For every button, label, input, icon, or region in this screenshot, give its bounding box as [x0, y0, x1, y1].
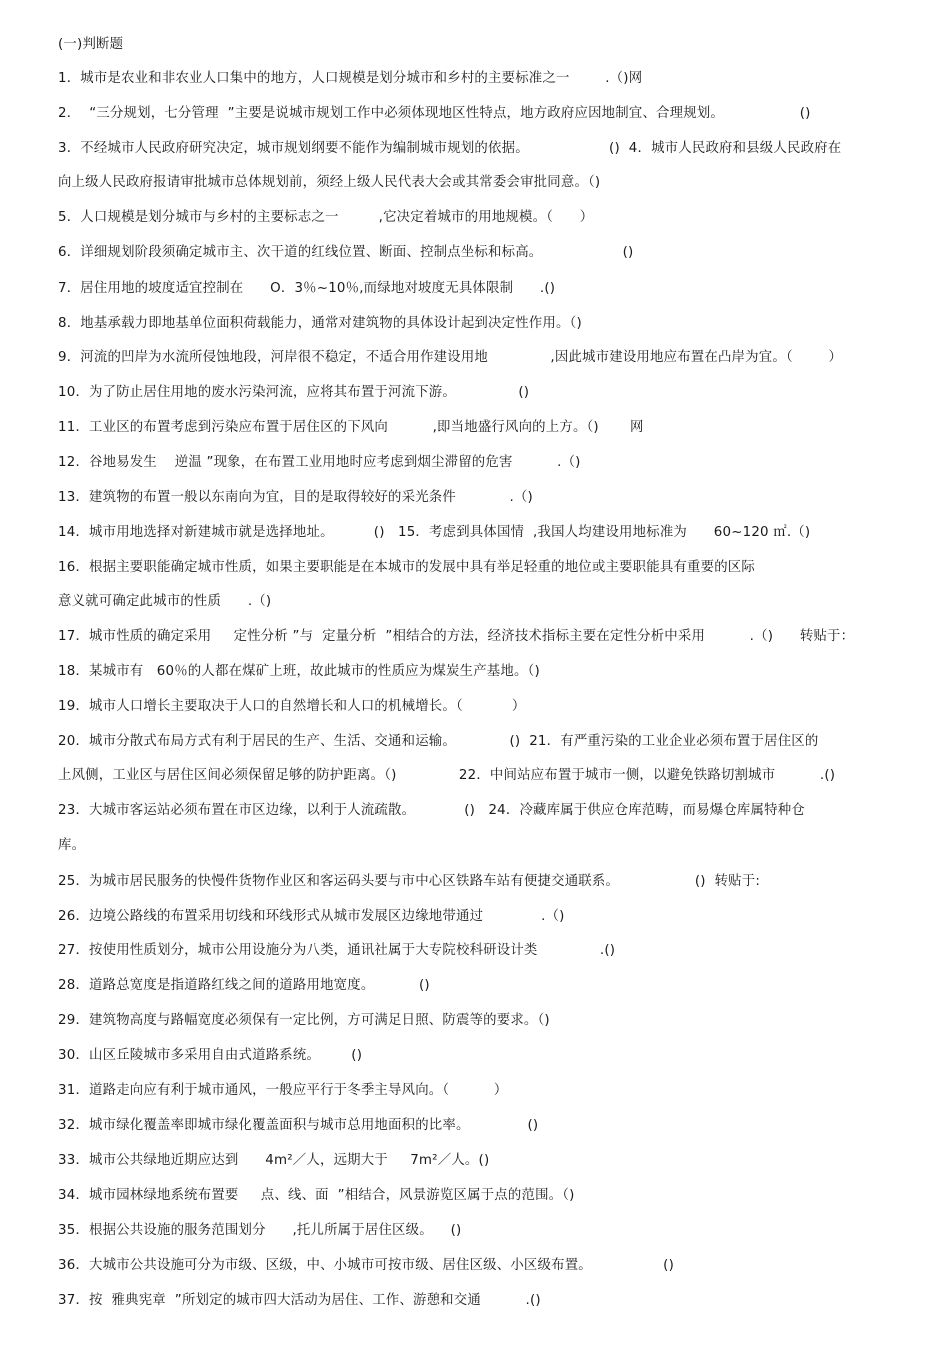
question-line: 7．居住用地的坡度适宜控制在 O．3％~10％,而绿地对坡度无具体限制 .() — [58, 281, 556, 296]
question-line: 37．按 雅典宪章 ”所划定的城市四大活动为居住、工作、游憩和交通 .() — [58, 1293, 541, 1308]
question-line: 35．根据公共设施的服务范围划分 ,托儿所属于居住区级。 () — [58, 1223, 462, 1238]
question-line: 25．为城市居民服务的快慢件货物作业区和客运码头要与市中心区铁路车站有便捷交通联系。 () 转贴于: — [58, 874, 761, 889]
question-line: 5．人口规模是划分城市与乡村的主要标志之一 ,它决定着城市的用地规模。（ ） — [58, 210, 594, 225]
question-line: 库。 — [58, 838, 86, 853]
question-line: 30．山区丘陵城市多采用自由式道路系统。 () — [58, 1048, 363, 1063]
question-line: 6．详细规划阶段须确定城市主、次干道的红线位置、断面、控制点坐标和标高。 () — [58, 245, 634, 260]
question-line: 向上级人民政府报请审批城市总体规划前，须经上级人民代表大会或其常委会审批同意。（) — [58, 175, 601, 190]
question-line: 31．道路走向应有利于城市通风，一般应平行于冬季主导风向。（ ） — [58, 1083, 508, 1098]
question-line: 26．边境公路线的布置采用切线和环线形式从城市发展区边缘地带通过 .（) — [58, 909, 565, 924]
question-line: 14．城市用地选择对新建城市就是选择地址。 () 15．考虑到具体国情 ,我国人均建设用地标准为 60~120 ㎡.（) — [58, 525, 811, 540]
question-line: 27．按使用性质划分，城市公用设施分为八类，通讯社属于大专院校科研设计类 .() — [58, 943, 616, 958]
question-line: 意义就可确定此城市的性质 .（) — [58, 594, 272, 609]
question-line: 16．根据主要职能确定城市性质，如果主要职能是在本城市的发展中具有举足轻重的地位或主要职能具有重要的区际 — [58, 560, 755, 575]
question-line: 36．大城市公共设施可分为市级、区级，中、小城市可按市级、居住区级、小区级布置。 () — [58, 1258, 675, 1273]
question-line: 11．工业区的布置考虑到污染应布置于居住区的下风向 ,即当地盛行风向的上方。（) 网 — [58, 420, 644, 435]
question-line: 2． “三分规划，七分管理 ”主要是说城市规划工作中必须体现地区性特点，地方政府应因地制宜、合理规划。 () — [58, 106, 811, 121]
question-line: 13．建筑物的布置一般以东南向为宜，目的是取得较好的采光条件 .（) — [58, 490, 533, 505]
question-line: 29．建筑物高度与路幅宽度必须保有一定比例，方可满足日照、防震等的要求。（) — [58, 1013, 550, 1028]
question-line: 上风侧，工业区与居住区间必须保留足够的防护距离。（) 22．中间站应布置于城市一侧，以避免铁路切割城市 .() — [58, 768, 836, 783]
question-line: 28．道路总宽度是指道路红线之间的道路用地宽度。 () — [58, 978, 430, 993]
question-line: 34．城市园林绿地系统布置要 点、线、面 ”相结合，风景游览区属于点的范围。（) — [58, 1188, 575, 1203]
question-line: 9．河流的凹岸为水流所侵蚀地段，河岸很不稳定，不适合用作建设用地 ,因此城市建设用地应布置在凸岸为宜。（ ） — [58, 350, 843, 365]
question-line: 10．为了防止居住用地的废水污染河流，应将其布置于河流下游。 () — [58, 385, 530, 400]
question-line: 20．城市分散式布局方式有利于居民的生产、生活、交通和运输。 () 21．有严重污染的工业企业必须布置于居住区的 — [58, 734, 819, 749]
question-line: 12．谷地易发生 逆温 ”现象，在布置工业用地时应考虑到烟尘滞留的危害 .（) — [58, 455, 581, 470]
question-line: 23．大城市客运站必须布置在市区边缘，以利于人流疏散。 () 24．冷藏库属于供应仓库范畴，而易爆仓库属特种仓 — [58, 803, 805, 818]
question-line: 8．地基承载力即地基单位面积荷载能力，通常对建筑物的具体设计起到决定性作用。（) — [58, 316, 582, 331]
section-title: (一)判断题 — [58, 37, 124, 52]
question-line: 3．不经城市人民政府研究决定，城市规划纲要不能作为编制城市规划的依据。 () 4．城市人民政府和县级人民政府在 — [58, 141, 842, 156]
question-line: 33．城市公共绿地近期应达到 4m²／人，远期大于 7m²／人。() — [58, 1153, 490, 1168]
question-line: 1．城市是农业和非农业人口集中的地方，人口规模是划分城市和乡村的主要标准之一 .（)网 — [58, 71, 643, 86]
question-line: 18．某城市有 60％的人都在煤矿上班，故此城市的性质应为煤炭生产基地。（) — [58, 664, 540, 679]
question-line: 17．城市性质的确定采用 定性分析 ”与 定量分析 ”相结合的方法，经济技术指标主要在定性分析中采用 .（) 转贴于： — [58, 629, 855, 644]
question-line: 32．城市绿化覆盖率即城市绿化覆盖面积与城市总用地面积的比率。 () — [58, 1118, 539, 1133]
question-line: 19．城市人口增长主要取决于人口的自然增长和人口的机械增长。（ ） — [58, 699, 526, 714]
